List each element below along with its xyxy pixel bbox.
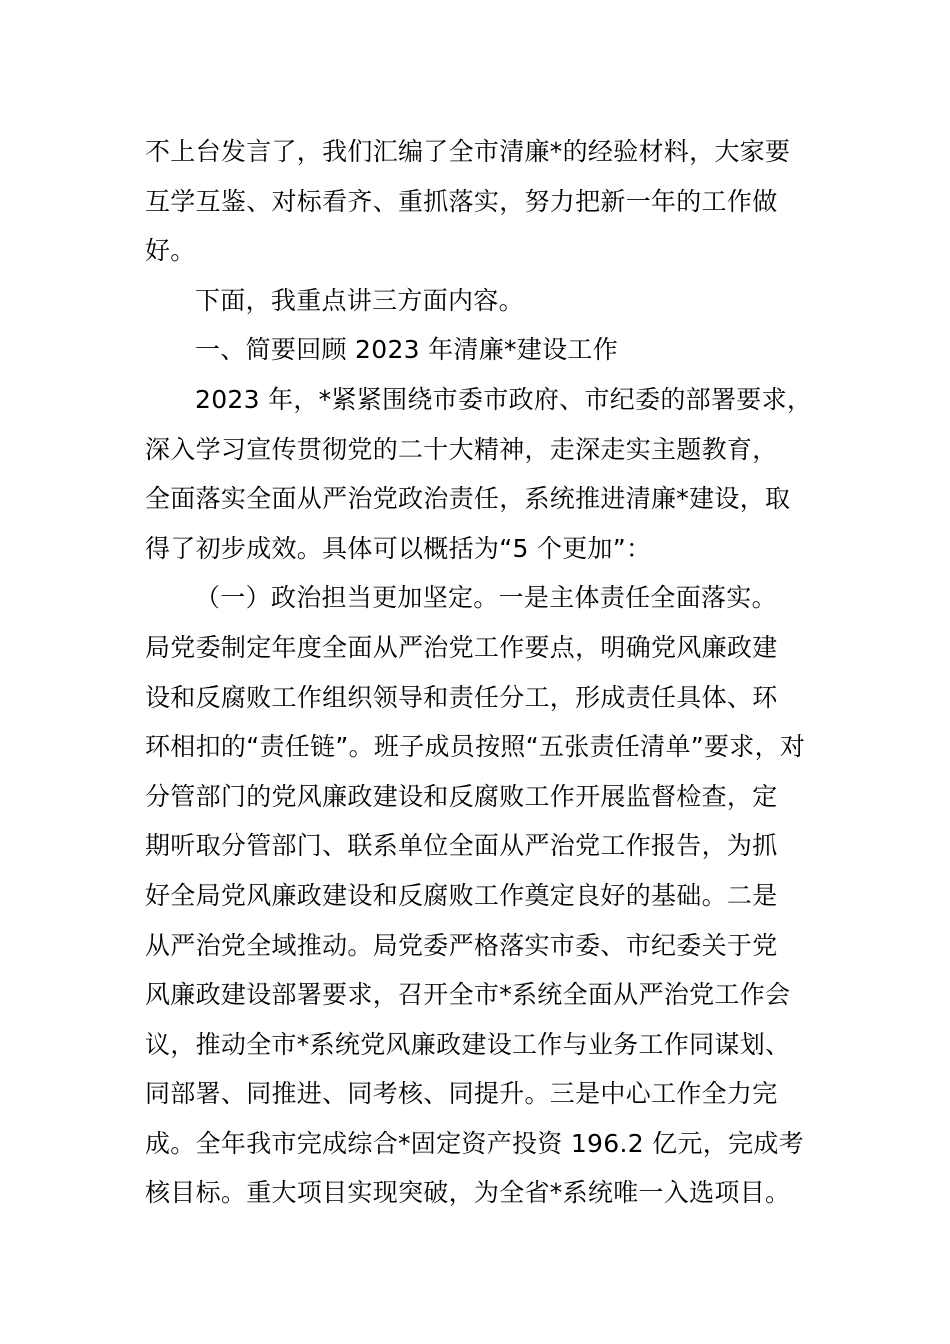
text-line: 环相扣的“责任链”。班子成员按照“五张责任清单”要求，对: [145, 732, 806, 762]
text-line: 局党委制定年度全面从严治党工作要点，明确党风廉政建: [145, 632, 778, 662]
text-line: 好全局党风廉政建设和反腐败工作奠定良好的基础。二是: [145, 880, 778, 910]
text-line: 下面，我重点讲三方面内容。: [195, 285, 524, 315]
text-line: 2023 年，*紧紧围绕市委市政府、市纪委的部署要求，: [195, 384, 813, 414]
text-line: 全面落实全面从严治党政治责任，系统推进清廉*建设，取: [145, 484, 791, 514]
text-line: 互学互鉴、对标看齐、重抓落实，努力把新一年的工作做: [145, 186, 778, 216]
text-line: 深入学习宣传贯彻党的二十大精神，走深走实主题教育，: [145, 434, 778, 464]
text-line: 期听取分管部门、联系单位全面从严治党工作报告，为抓: [145, 831, 778, 861]
text-line: 不上台发言了，我们汇编了全市清廉*的经验材料，大家要: [145, 137, 791, 166]
text-line: 分管部门的党风廉政建设和反腐败工作开展监督检查，定: [145, 781, 778, 811]
text-line: 从严治党全域推动。局党委严格落实市委、市纪委关于党: [145, 930, 778, 960]
text-line: 设和反腐败工作组织领导和责任分工，形成责任具体、环: [145, 682, 778, 712]
text-line: 一、简要回顾 2023 年清廉*建设工作: [195, 335, 619, 365]
text-line: 成。全年我市完成综合*固定资产投资 196.2 亿元，完成考: [145, 1128, 804, 1158]
text-line: 风廉政建设部署要求，召开全市*系统全面从严治党工作会: [145, 980, 791, 1010]
text-line: 好。: [145, 236, 196, 266]
text-line: 得了初步成效。具体可以概括为“5 个更加”：: [145, 533, 652, 563]
text-line: 核目标。重大项目实现突破，为全省*系统唯一入选项目。: [145, 1178, 791, 1208]
text-line: （一）政治担当更加坚定。一是主体责任全面落实。: [195, 583, 777, 613]
text-line: 同部署、同推进、同考核、同提升。三是中心工作全力完: [145, 1079, 778, 1109]
text-line: 议，推动全市*系统党风廉政建设工作与业务工作同谋划、: [145, 1029, 791, 1059]
document-body: [145, 127, 835, 1218]
